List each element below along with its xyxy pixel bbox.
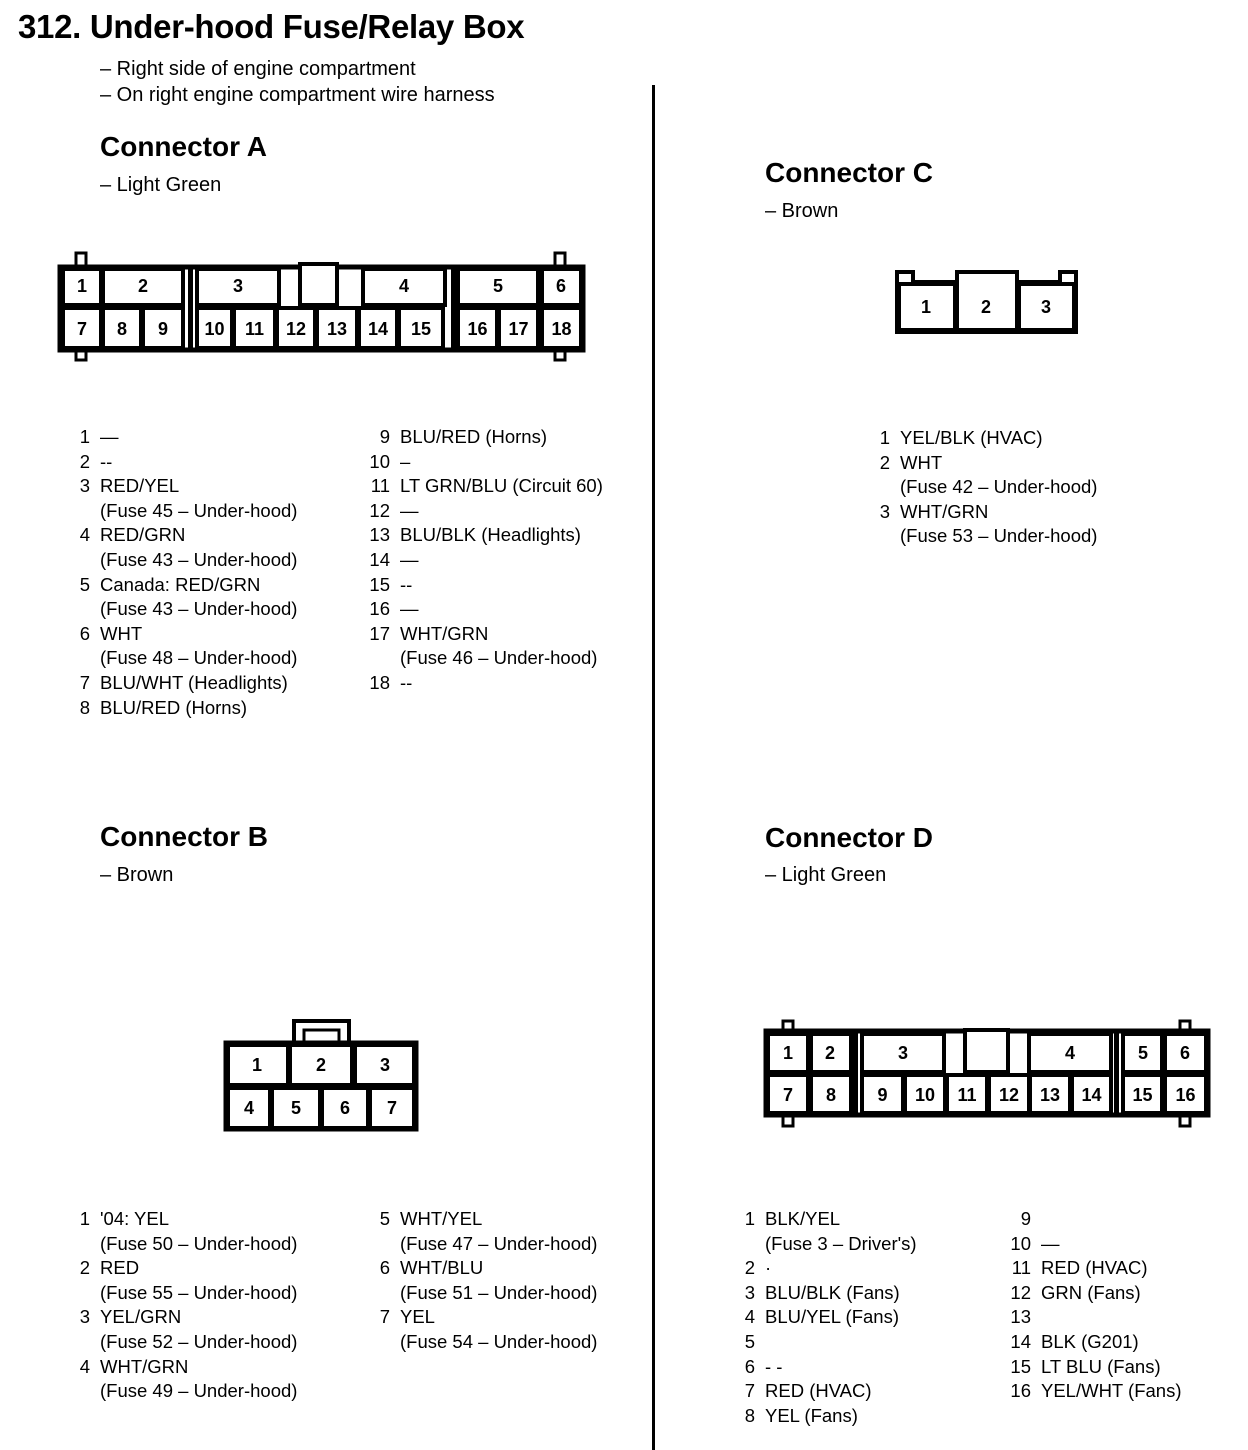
pin-label: 6 xyxy=(555,276,567,296)
pin-number: 6 xyxy=(744,1355,755,1377)
wire-description: (Fuse 54 – Under-hood) xyxy=(400,1330,598,1352)
pin-number: 11 xyxy=(1011,1257,1031,1279)
wire-description: WHT/BLU xyxy=(400,1257,484,1279)
pin-number: 4 xyxy=(79,524,90,546)
pin-number: 3 xyxy=(79,475,90,497)
pin-label: 15 xyxy=(1132,1085,1153,1105)
wire-description: LT BLU (Fans) xyxy=(1041,1355,1161,1377)
pin-label: 12 xyxy=(285,319,307,339)
wire-description: (Fuse 48 – Under-hood) xyxy=(100,647,298,669)
wire-description: — xyxy=(400,499,419,521)
pin-label: 3 xyxy=(897,1043,909,1063)
pin-label: 5 xyxy=(1137,1043,1149,1063)
location-line-2: – On right engine compartment wire harness xyxy=(100,84,495,106)
pin-number: 4 xyxy=(79,1355,90,1377)
pin-label: 7 xyxy=(76,319,88,339)
pin-entry xyxy=(733,1281,917,1306)
pin-entry xyxy=(362,499,603,524)
wire-description: GRN (Fans) xyxy=(1041,1281,1141,1303)
pin-number: 14 xyxy=(1010,1330,1031,1352)
pin-label: 4 xyxy=(1064,1043,1076,1063)
pin-entry xyxy=(68,523,297,572)
pin-entry xyxy=(868,426,1097,451)
wire-description: — xyxy=(100,426,119,447)
pin-number: 14 xyxy=(369,548,390,570)
pin-number: 3 xyxy=(879,500,890,522)
pin-label: 14 xyxy=(1081,1085,1102,1105)
pin-label: 4 xyxy=(243,1098,255,1118)
pin-entry xyxy=(68,474,297,523)
wire-description: (Fuse 43 – Under-hood) xyxy=(100,598,298,620)
pin-entry xyxy=(868,500,1097,549)
connector-d-diagram xyxy=(766,1021,1208,1126)
pin-number: 1 xyxy=(79,1208,90,1229)
pin-entry xyxy=(1003,1379,1181,1404)
connector-a-color: – Light Green xyxy=(100,174,222,196)
pin-number: 7 xyxy=(744,1380,755,1402)
connector-b-pin-list-right xyxy=(368,1207,597,1355)
page-title: 312. Under-hood Fuse/Relay Box xyxy=(18,8,525,45)
pin-label: 10 xyxy=(204,319,225,339)
wire-description: YEL (Fans) xyxy=(765,1404,858,1426)
wire-description: -- xyxy=(400,671,413,693)
pin-number: 15 xyxy=(369,573,390,595)
pin-label: 7 xyxy=(386,1098,398,1118)
pin-number: 3 xyxy=(79,1306,90,1328)
wire-description: BLK (G201) xyxy=(1041,1330,1139,1352)
pin-number: 9 xyxy=(1020,1208,1031,1229)
pin-entry xyxy=(68,696,297,721)
pin-entry xyxy=(68,450,297,475)
pin-label: 11 xyxy=(244,319,265,339)
wire-description: BLU/BLK (Headlights) xyxy=(400,524,581,546)
pin-label: 1 xyxy=(782,1043,794,1063)
pin-label: 5 xyxy=(492,276,504,296)
pin-number: 2 xyxy=(744,1257,755,1279)
wire-description: RED (HVAC) xyxy=(765,1380,872,1402)
wire-description xyxy=(1041,1207,1046,1232)
wire-description: BLU/RED (Horns) xyxy=(100,696,247,718)
wire-description: -- xyxy=(400,573,413,595)
wire-description: - - xyxy=(765,1355,783,1377)
wire-description: RED/YEL xyxy=(100,475,180,497)
pin-entry xyxy=(1003,1256,1181,1281)
wire-description: YEL/GRN xyxy=(100,1306,182,1328)
pin-label: 12 xyxy=(998,1085,1020,1105)
connector-d-pin-list-left xyxy=(733,1207,917,1428)
pin-entry xyxy=(68,1305,297,1354)
pin-entry xyxy=(1003,1232,1181,1257)
pin-number: 11 xyxy=(370,475,390,497)
wire-description: BLU/RED (Horns) xyxy=(400,426,547,447)
pin-entry xyxy=(868,451,1097,500)
connector-b-title: Connector B xyxy=(100,821,268,852)
pin-number: 13 xyxy=(1010,1306,1031,1328)
pin-entry xyxy=(362,597,603,622)
pin-label: 11 xyxy=(957,1085,977,1105)
connector-a-diagram xyxy=(60,253,583,360)
wire-description: WHT/YEL xyxy=(400,1208,483,1229)
pin-label: 10 xyxy=(914,1085,936,1105)
pin-entry xyxy=(68,1207,297,1256)
pin-label: 4 xyxy=(398,276,410,296)
pin-entry xyxy=(68,671,297,696)
pin-entry xyxy=(733,1207,917,1256)
wire-description: WHT xyxy=(100,622,143,644)
pin-entry xyxy=(362,671,603,696)
pin-entry xyxy=(1003,1330,1181,1355)
wire-description: (Fuse 47 – Under-hood) xyxy=(400,1232,598,1254)
pin-number: 1 xyxy=(879,427,890,448)
pin-number: 10 xyxy=(1010,1232,1031,1254)
pin-label: 3 xyxy=(232,276,244,296)
wire-description: RED (HVAC) xyxy=(1041,1257,1148,1279)
connector-c-pin-list xyxy=(868,426,1097,549)
wire-description: – xyxy=(400,450,411,472)
wire-description: RED xyxy=(100,1257,140,1279)
pin-label: 3 xyxy=(379,1055,391,1075)
pin-entry xyxy=(733,1404,917,1429)
pin-label: 17 xyxy=(508,319,529,339)
pin-number: 15 xyxy=(1010,1355,1031,1377)
pin-number: 13 xyxy=(369,524,390,546)
pin-entry xyxy=(733,1256,917,1281)
pin-number: 2 xyxy=(79,450,90,472)
wire-description: (Fuse 3 – Driver's) xyxy=(765,1232,917,1254)
pin-entry xyxy=(733,1305,917,1330)
pin-label: 14 xyxy=(367,319,389,339)
wire-description: WHT/GRN xyxy=(400,622,489,644)
pin-entry xyxy=(68,425,297,450)
wire-description: (Fuse 52 – Under-hood) xyxy=(100,1330,298,1352)
pin-label: 13 xyxy=(1039,1085,1061,1105)
pin-label: 3 xyxy=(1040,297,1052,317)
pin-label: 16 xyxy=(467,319,488,339)
pin-entry xyxy=(368,1207,597,1256)
wire-description: (Fuse 49 – Under-hood) xyxy=(100,1380,298,1402)
pin-entry xyxy=(1003,1207,1181,1232)
wire-description: (Fuse 43 – Under-hood) xyxy=(100,548,298,570)
pin-entry xyxy=(362,425,603,450)
pin-number: 3 xyxy=(744,1281,755,1303)
wire-description: — xyxy=(1041,1232,1060,1254)
pin-entry xyxy=(68,622,297,671)
connector-b-diagram xyxy=(226,1021,416,1129)
connector-c-title: Connector C xyxy=(765,157,933,188)
pin-number: 17 xyxy=(369,622,390,644)
wire-description: '04: YEL xyxy=(100,1208,170,1229)
wire-description: YEL/BLK (HVAC) xyxy=(900,427,1043,448)
pin-label: 13 xyxy=(326,319,348,339)
pin-number: 9 xyxy=(379,426,390,447)
pin-label: 7 xyxy=(782,1085,794,1105)
pin-label: 16 xyxy=(1175,1085,1196,1105)
pin-number: 7 xyxy=(79,671,90,693)
pin-entry xyxy=(1003,1355,1181,1380)
connector-b-pin-list-left xyxy=(68,1207,297,1404)
wire-description: WHT xyxy=(900,451,943,473)
pin-label: 2 xyxy=(824,1043,836,1063)
pin-number: 7 xyxy=(379,1306,390,1328)
wire-description xyxy=(1041,1305,1046,1330)
pin-number: 1 xyxy=(79,426,90,447)
pin-number: 2 xyxy=(879,451,890,473)
wire-description: YEL xyxy=(400,1306,435,1328)
pin-entry xyxy=(362,622,603,671)
wire-description: — xyxy=(400,598,419,620)
pin-entry xyxy=(362,450,603,475)
connector-b-color: – Brown xyxy=(100,864,174,886)
pin-entry xyxy=(68,1355,297,1404)
pin-label: 8 xyxy=(825,1085,837,1105)
connector-d-pin-list-right xyxy=(1003,1207,1181,1404)
wire-description: WHT/GRN xyxy=(100,1355,189,1377)
pin-entry xyxy=(368,1305,597,1354)
wire-description: — xyxy=(400,548,419,570)
wire-description: (Fuse 51 – Under-hood) xyxy=(400,1281,598,1303)
connector-a-pin-list-left xyxy=(68,425,297,720)
wire-description: -- xyxy=(100,450,113,472)
pin-number: 5 xyxy=(744,1330,755,1352)
pin-number: 5 xyxy=(379,1208,390,1229)
pin-entry xyxy=(368,1256,597,1305)
pin-label: 2 xyxy=(980,297,992,317)
pin-entry xyxy=(68,573,297,622)
pin-entry xyxy=(362,523,603,548)
pin-entry xyxy=(733,1330,917,1355)
pin-number: 4 xyxy=(744,1306,755,1328)
pin-entry xyxy=(68,1256,297,1305)
pin-label: 2 xyxy=(315,1055,327,1075)
pin-number: 18 xyxy=(369,671,390,693)
wire-description: (Fuse 50 – Under-hood) xyxy=(100,1232,298,1254)
pin-label: 6 xyxy=(1179,1043,1191,1063)
pin-label: 1 xyxy=(920,297,932,317)
wire-description: LT GRN/BLU (Circuit 60) xyxy=(400,475,603,497)
wire-description: BLU/BLK (Fans) xyxy=(765,1281,900,1303)
pin-number: 5 xyxy=(79,573,90,595)
pin-number: 6 xyxy=(379,1257,390,1279)
wire-description: YEL/WHT (Fans) xyxy=(1041,1380,1182,1402)
pin-number: 12 xyxy=(369,499,390,521)
pin-number: 1 xyxy=(744,1208,755,1229)
wire-description: WHT/GRN xyxy=(900,500,989,522)
pin-entry xyxy=(362,548,603,573)
wire-description: BLU/WHT (Headlights) xyxy=(100,671,288,693)
pin-entry xyxy=(362,474,603,499)
pin-label: 8 xyxy=(116,319,128,339)
wire-description: BLK/YEL xyxy=(765,1208,841,1229)
connector-d-color: – Light Green xyxy=(765,864,887,886)
wire-description: (Fuse 55 – Under-hood) xyxy=(100,1281,298,1303)
wire-description: (Fuse 46 – Under-hood) xyxy=(400,647,598,669)
pin-number: 16 xyxy=(369,598,390,620)
connector-a-pin-list-right xyxy=(362,425,603,696)
pin-entry xyxy=(733,1379,917,1404)
connector-d-title: Connector D xyxy=(765,822,933,853)
pin-number: 6 xyxy=(79,622,90,644)
pin-entry xyxy=(733,1355,917,1380)
wire-description: BLU/YEL (Fans) xyxy=(765,1306,899,1328)
pin-number: 12 xyxy=(1010,1281,1031,1303)
pin-entry xyxy=(1003,1281,1181,1306)
pin-number: 8 xyxy=(79,696,90,718)
pin-label: 15 xyxy=(410,319,432,339)
wire-description: (Fuse 42 – Under-hood) xyxy=(900,476,1098,498)
wire-description: · xyxy=(765,1257,772,1279)
wire-description: Canada: RED/GRN xyxy=(100,573,261,595)
connector-c-color: – Brown xyxy=(765,200,839,222)
pin-label: 9 xyxy=(877,1085,888,1105)
connector-a-title: Connector A xyxy=(100,131,267,162)
wire-description: RED/GRN xyxy=(100,524,186,546)
wire-description: (Fuse 53 – Under-hood) xyxy=(900,525,1098,547)
wire-description xyxy=(765,1330,770,1355)
pin-number: 10 xyxy=(369,450,390,472)
connector-c-diagram xyxy=(897,272,1076,332)
pin-label: 9 xyxy=(157,319,169,339)
pin-label: 6 xyxy=(339,1098,351,1118)
pin-label: 1 xyxy=(76,276,88,296)
location-line-1: – Right side of engine compartment xyxy=(100,58,416,80)
pin-entry xyxy=(362,573,603,598)
pin-label: 5 xyxy=(290,1098,302,1118)
pin-number: 2 xyxy=(79,1257,90,1279)
pin-entry xyxy=(1003,1305,1181,1330)
pin-number: 16 xyxy=(1010,1380,1031,1402)
pin-label: 18 xyxy=(551,319,572,339)
pin-label: 2 xyxy=(137,276,149,296)
pin-label: 1 xyxy=(251,1055,263,1075)
pin-number: 8 xyxy=(744,1404,755,1426)
wire-description: (Fuse 45 – Under-hood) xyxy=(100,499,298,521)
